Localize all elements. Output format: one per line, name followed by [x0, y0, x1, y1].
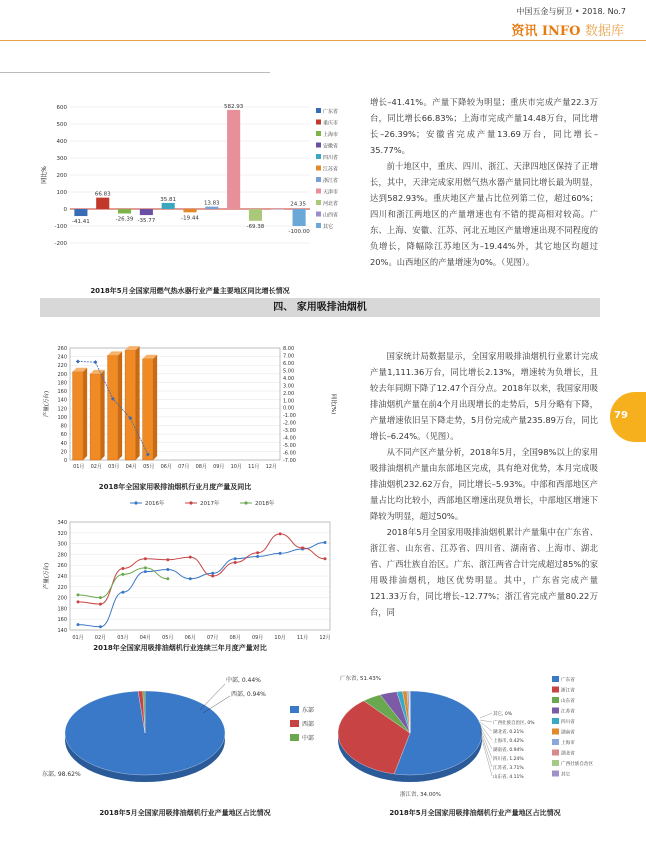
- legend-label: 四川省: [561, 720, 575, 725]
- y-tick-label: 300: [56, 156, 67, 162]
- y-tick-label: 260: [57, 563, 67, 570]
- legend-label: 其它: [323, 224, 334, 230]
- y-tick-label: 240: [57, 354, 67, 361]
- legend-swatch: [552, 760, 559, 766]
- leader-line: [480, 720, 492, 722]
- x-tick-label: 12月: [265, 464, 277, 470]
- y2-tick-label: 3.00: [283, 383, 295, 390]
- legend-swatch: [290, 734, 299, 741]
- header-rule-left: [0, 72, 270, 73]
- bar: [118, 209, 131, 213]
- bar-value-label: -19.44: [181, 215, 199, 222]
- bar-value-label: 582.93: [224, 103, 244, 110]
- y-tick-label: 200: [57, 371, 67, 378]
- series-point: [301, 546, 304, 549]
- legend-label: 其它: [561, 772, 571, 778]
- y-tick-label: 200: [57, 595, 67, 602]
- leader-line: [480, 713, 492, 718]
- series-point: [99, 596, 102, 599]
- bar: [73, 372, 84, 460]
- leader-line: [200, 684, 225, 710]
- paragraph: 2018年5月全国家用吸排油烟机累计产量集中在广东省、浙江省、山东省、江苏省、四川省、湖南省、上海市、湖北省、广西壮族自治区。广东、浙江两省合计完成超过85%的家用吸排油烟机，地区优势明显。其中，广东省完成产量121.33万台，同比增长–12.77%；浙江省完成产量80.22万台，同: [370, 527, 598, 617]
- paragraph: 增长–41.41%。产量下降较为明显；重庆市完成产量22.3万台，同比增长66.83%；上海市完成产量14.48万台，同比增长–26.39%；安徽省完成产量13.69万台，同比增长–35.77%。: [370, 97, 598, 155]
- x-tick-label: 07月: [178, 464, 190, 470]
- series-point: [324, 557, 327, 560]
- y2-tick-label: 4.00: [283, 375, 295, 382]
- y2-tick-label: 1.00: [283, 398, 295, 405]
- paragraph: 前十地区中，重庆、四川、浙江、天津四地区保持了正增长，其中，天津完成家用燃气热水器产量同比增长最为明显，达到582.93%。重庆地区产量占比位列第二位，超过60%；四川和浙江两地区的产量增速也有不错的提高相对较高。广东、上海、安徽、江苏、河北五地区产量增速出现不同程度的负增长，降幅除江苏地区为–19.44%外，其它地区均超过20%。山西地区的产量增速为0%。（见图）。: [370, 161, 598, 267]
- bar-value-label: -35.77: [137, 218, 156, 225]
- y-tick-label: 40: [60, 440, 67, 447]
- paragraph: 国家统计局数据显示，全国家用吸排油烟机行业累计完成产量1,111.36万台，同比增长2.13%，增速转为负增长，且较去年同期下降了12.47个百分点。2018年以来，我国家用吸排油烟机产量在前4个月出现增长的走势后，5月分略有下降，产量增速依旧呈下降走势，5月份完成产量235.89万台，同比增长–6.24%。（见图）。: [370, 351, 598, 441]
- slice-label: 浙江省, 34.00%: [400, 792, 441, 798]
- legend-label: 浙江省: [323, 178, 339, 184]
- x-tick-label: 09月: [213, 464, 225, 470]
- x-tick-label: 06月: [184, 635, 196, 641]
- y-tick-label: 180: [57, 606, 67, 613]
- y-axis-label: 产量(万台): [44, 390, 50, 418]
- series-point: [121, 591, 124, 594]
- bar: [227, 110, 240, 209]
- text-block-top: [370, 94, 598, 270]
- series-point: [211, 572, 214, 575]
- bar: [183, 209, 196, 212]
- y-tick-label: 600: [56, 105, 67, 111]
- legend-label: 重庆市: [323, 120, 339, 127]
- series-point: [256, 551, 259, 554]
- x-tick-label: 04月: [125, 464, 137, 470]
- y2-tick-label: -1.00: [283, 413, 296, 420]
- x-tick-label: 01月: [72, 635, 84, 641]
- slice-label: 其它, 0%: [493, 712, 512, 717]
- y-tick-label: -100: [54, 224, 67, 230]
- x-tick-label: 01月: [73, 464, 85, 470]
- series-point: [99, 603, 102, 606]
- page-number: 79: [614, 410, 628, 421]
- series-point: [256, 555, 259, 558]
- y-tick-label: 160: [57, 389, 67, 396]
- series-point: [166, 558, 169, 561]
- bar-value-label: -69.38: [246, 223, 265, 230]
- bar-value-label: 13.83: [203, 200, 220, 207]
- y-tick-label: 220: [57, 363, 67, 370]
- legend-label: 2018年: [255, 501, 275, 507]
- x-tick-label: 09月: [251, 635, 264, 641]
- y2-tick-label: -2.00: [283, 420, 296, 427]
- bar: [271, 209, 284, 210]
- y2-tick-label: -7.00: [283, 458, 296, 464]
- x-tick-label: 04月: [139, 635, 152, 641]
- x-tick-label: 11月: [248, 464, 260, 470]
- legend-label: 2016年: [145, 501, 165, 507]
- bar-value-label: 66.83: [94, 191, 111, 198]
- legend-label: 四川省: [323, 155, 339, 161]
- y-tick-label: 340: [57, 520, 67, 526]
- series-point: [77, 600, 80, 603]
- slice-label: 广东省, 51.43%: [340, 676, 381, 682]
- series-point: [234, 561, 237, 564]
- y-tick-label: 240: [57, 574, 67, 580]
- legend-swatch: [552, 718, 559, 724]
- y2-tick-label: -5.00: [283, 443, 296, 450]
- bar: [108, 355, 119, 460]
- y-tick-label: 120: [57, 406, 67, 413]
- slice-label: 广西壮族自治区, 0%: [493, 721, 535, 726]
- legend-swatch: [316, 166, 321, 171]
- leader-line: [203, 696, 230, 713]
- bar: [96, 198, 109, 209]
- legend-swatch: [552, 708, 559, 714]
- x-tick-label: 11月: [296, 635, 309, 641]
- legend-swatch: [552, 729, 559, 735]
- legend-label: 西部: [302, 721, 315, 728]
- y-tick-label: -200: [54, 241, 67, 247]
- legend-label: 上海市: [561, 741, 575, 746]
- legend-label: 广东省: [561, 678, 575, 683]
- legend-swatch: [290, 706, 299, 713]
- series-point: [166, 577, 169, 580]
- bar: [140, 209, 153, 215]
- bar: [125, 350, 136, 460]
- x-tick-label: 10月: [274, 635, 286, 641]
- series-point: [279, 552, 282, 555]
- bar: [293, 209, 306, 226]
- growth-point: [93, 360, 97, 364]
- legend-swatch: [316, 212, 321, 217]
- legend-swatch: [316, 200, 321, 205]
- y2-tick-label: 5.00: [283, 368, 295, 375]
- section-header: [511, 20, 624, 39]
- legend-label: 江苏省: [323, 166, 339, 173]
- y-tick-label: 320: [57, 530, 67, 537]
- bar: [90, 374, 101, 460]
- y-tick-label: 160: [57, 617, 67, 624]
- bar-value-label: -26.39: [115, 216, 134, 223]
- legend-swatch: [316, 154, 321, 159]
- bar: [74, 209, 87, 216]
- x-tick-label: 12月: [319, 635, 331, 641]
- legend-label: 山东省: [561, 699, 575, 704]
- bar-side: [153, 355, 157, 460]
- y2-tick-label: 7.00: [283, 353, 295, 360]
- x-tick-label: 06月: [160, 464, 172, 470]
- slice-label: 湖南省, 0.94%: [493, 748, 524, 753]
- paragraph: 从不同产区产量分析，2018年5月，全国98%以上的家用吸排油烟机产量由东部地区完成，具有绝对优势，本月完成吸排油烟机232.62万台，同比增长–5.93%。中部和西部地区产量占比均比较小，西部地区增速出现负增长，中部地区增速下降较为明显，超过50%。: [370, 447, 598, 521]
- bar: [249, 209, 262, 221]
- y-tick-label: 200: [56, 173, 67, 179]
- y-tick-label: 500: [56, 122, 67, 128]
- y2-axis-label: 同比(%): [330, 393, 336, 415]
- x-tick-label: 02月: [94, 635, 107, 641]
- series-point: [324, 541, 327, 544]
- x-tick-label: 08月: [229, 635, 241, 641]
- chart2-legend: [120, 496, 300, 510]
- growth-point: [76, 359, 80, 363]
- legend-swatch: [552, 771, 559, 777]
- legend-swatch: [290, 720, 299, 727]
- y-tick-label: 400: [56, 139, 67, 145]
- chart-pie-province: [330, 668, 620, 803]
- bar-value-label: -100.00: [288, 229, 310, 235]
- y-tick-label: 180: [57, 380, 67, 387]
- y-tick-label: 0: [63, 207, 67, 213]
- legend-label: 江苏省: [561, 709, 575, 715]
- y2-tick-label: -3.00: [283, 428, 296, 435]
- pie1-caption: 2018年5月全国家用吸排油烟机行业产量地区占比情况: [99, 809, 271, 817]
- chart2-caption: 2018年全国家用吸排油烟机行业月度产量及同比: [98, 483, 252, 491]
- bar: [205, 207, 218, 209]
- chart1-caption: 2018年5月全国家用燃气热水器行业产量主要地区同比增长情况: [90, 287, 290, 295]
- section-header-strong: 资讯 INFO: [511, 24, 581, 39]
- series-point: [189, 577, 192, 580]
- legend-swatch: [552, 687, 559, 693]
- series-point: [211, 575, 214, 578]
- chart-three-year-comparison: [40, 516, 340, 656]
- section-header-sub: 数据库: [584, 24, 624, 39]
- legend-swatch: [316, 189, 321, 194]
- y-axis-label: 同比%: [41, 166, 48, 184]
- series-point: [77, 623, 80, 626]
- journal-line: 中国五金与厨卫 • 2018. No.7: [516, 7, 626, 16]
- slice-label: 上海市, 0.42%: [493, 739, 524, 744]
- slice-label: 四川省, 1.24%: [493, 757, 524, 762]
- x-tick-label: 02月: [90, 464, 102, 470]
- legend-label: 上海市: [323, 132, 339, 138]
- x-tick-label: 05月: [162, 635, 174, 641]
- legend-swatch: [552, 750, 559, 756]
- chart-pie-region: [40, 668, 330, 803]
- legend-label: 山西省: [323, 212, 339, 219]
- y-tick-label: 220: [57, 584, 67, 591]
- slice-label: 西部, 0.94%: [231, 691, 266, 698]
- bar-value-label: 24.35: [290, 201, 306, 208]
- legend-marker: [244, 501, 247, 504]
- chart3-caption: 2018年全国家用吸排油烟机行业连续三年月度产量对比: [93, 644, 267, 652]
- slice-label: 山东省, 4.11%: [493, 775, 524, 780]
- legend-marker: [134, 501, 137, 504]
- legend-swatch: [552, 676, 559, 682]
- slice-label: 江苏省, 3.71%: [493, 766, 524, 771]
- legend-swatch: [552, 739, 559, 745]
- legend-label: 东部: [302, 707, 315, 714]
- slice-label: 中部, 0.44%: [226, 677, 261, 684]
- series-point: [144, 566, 147, 569]
- bar-side: [83, 368, 87, 460]
- leader-line: [480, 730, 492, 767]
- legend-label: 湖南省: [561, 730, 575, 736]
- section-title: 四、 家用吸排油烟机: [40, 298, 600, 317]
- series-point: [279, 532, 282, 535]
- chart-regional-growth: [40, 95, 340, 295]
- bar-side: [101, 370, 105, 460]
- y-tick-label: 140: [57, 628, 67, 634]
- y-tick-label: 140: [57, 397, 67, 404]
- series-point: [121, 573, 124, 576]
- x-tick-label: 03月: [117, 635, 129, 641]
- leader-line: [480, 732, 492, 776]
- legend-label: 安徽省: [323, 143, 339, 150]
- series-line: [78, 543, 325, 627]
- series-point: [166, 568, 169, 571]
- text-block-mid: [370, 348, 598, 620]
- legend-swatch: [316, 108, 321, 113]
- x-tick-label: 10月: [230, 464, 242, 470]
- legend-label: 河北省: [323, 201, 339, 207]
- legend-label: 天津市: [323, 189, 339, 196]
- legend-label: 广西壮族自治区: [561, 762, 594, 767]
- x-tick-label: 08月: [195, 464, 207, 470]
- series-point: [234, 557, 237, 560]
- series-point: [77, 593, 80, 596]
- y-tick-label: 100: [57, 414, 67, 421]
- series-point: [144, 557, 147, 560]
- header-rule: [0, 40, 646, 41]
- legend-swatch: [552, 697, 559, 703]
- y2-tick-label: 2.00: [283, 390, 295, 397]
- legend-label: 2017年: [200, 501, 220, 507]
- y2-tick-label: 6.00: [283, 360, 295, 367]
- legend-label: 湖北省: [561, 751, 575, 757]
- x-tick-label: 07月: [207, 635, 219, 641]
- y-tick-label: 20: [60, 449, 67, 456]
- legend-swatch: [316, 131, 321, 136]
- bar-value-label: -41.41: [72, 219, 90, 226]
- y-tick-label: 100: [56, 190, 67, 196]
- y2-tick-label: 0.00: [283, 405, 295, 412]
- pie2-caption: 2018年5月全国家用吸排油烟机行业产量地区占比情况: [389, 809, 561, 817]
- y-tick-label: 280: [57, 552, 67, 559]
- legend-swatch: [316, 177, 321, 182]
- legend-marker: [189, 501, 192, 504]
- x-tick-label: 05月: [143, 464, 155, 470]
- y2-tick-label: 8.00: [283, 346, 295, 352]
- y2-tick-label: -4.00: [283, 435, 296, 442]
- x-tick-label: 03月: [108, 464, 120, 470]
- series-point: [144, 570, 147, 573]
- y-tick-label: 60: [60, 432, 67, 439]
- y-tick-label: 80: [60, 423, 67, 430]
- bar: [162, 203, 175, 209]
- series-point: [189, 556, 192, 559]
- slice-label: 东部, 98.62%: [42, 771, 81, 778]
- legend-label: 广东省: [323, 109, 339, 115]
- y-tick-label: 0: [63, 458, 67, 464]
- y-tick-label: 260: [57, 346, 67, 352]
- legend-swatch: [316, 120, 321, 125]
- legend-label: 中部: [302, 735, 315, 742]
- legend-swatch: [316, 143, 321, 148]
- bar-value-label: 35.81: [160, 196, 177, 203]
- legend-swatch: [316, 223, 321, 228]
- legend-label: 浙江省: [561, 688, 575, 694]
- bar: [143, 359, 154, 460]
- series-line: [78, 534, 325, 604]
- slice-label: 湖北省, 0.21%: [493, 730, 524, 735]
- y-axis-label: 产量(万台): [44, 562, 50, 590]
- y-tick-label: 300: [57, 541, 67, 548]
- bar-side: [136, 346, 140, 460]
- series-point: [121, 567, 124, 570]
- series-point: [99, 625, 102, 628]
- y2-tick-label: -6.00: [283, 450, 296, 457]
